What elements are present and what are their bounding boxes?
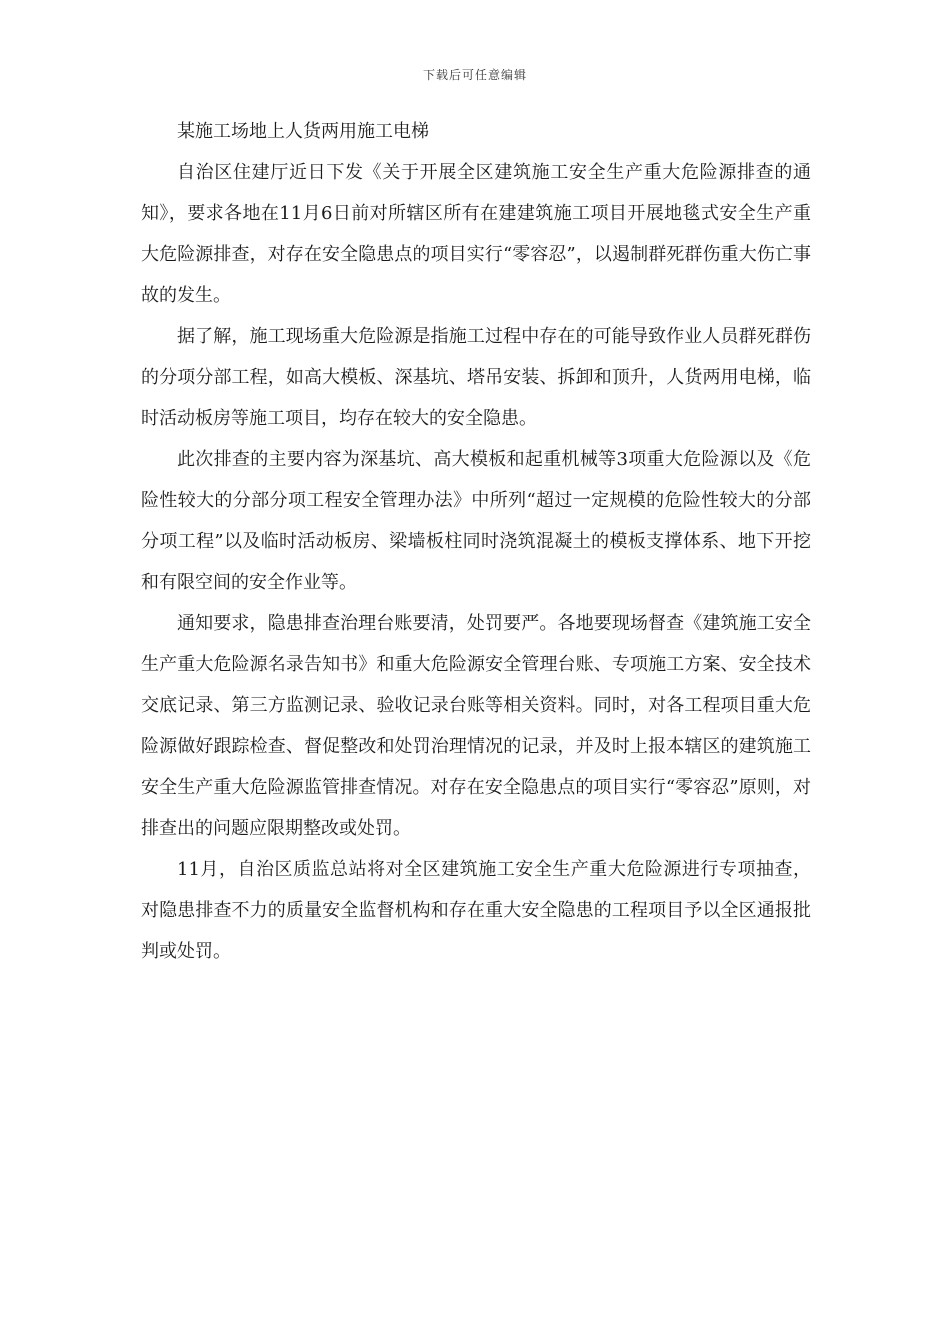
paragraph-5: 11月，自治区质监总站将对全区建筑施工安全生产重大危险源进行专项抽查，对隐患排查不力的质量安全监督机构和存在重大安全隐患的工程项目予以全区通报批判或处罚。 — [141, 859, 811, 962]
paragraph-1: 自治区住建厅近日下发《关于开展全区建筑施工安全生产重大危险源排查的通知》，要求各地在11月6日前对所辖区所有在建建筑施工项目开展地毯式安全生产重大危险源排查，对存在安全隐患点的项目实行“零容忍”，以遏制群死群伤重大伤亡事故的发生。 — [141, 162, 811, 306]
document-body — [141, 112, 811, 972]
header-note: 下载后可任意编辑 — [422, 68, 527, 82]
paragraph-2: 据了解，施工现场重大危险源是指施工过程中存在的可能导致作业人员群死群伤的分项分部工程，如高大模板、深基坑、塔吊安装、拆卸和顶升，人货两用电梯，临时活动板房等施工项目，均存在较大的安全隐患。 — [141, 326, 811, 429]
document-title: 某施工场地上人货两用施工电梯 — [177, 121, 429, 142]
paragraph-4: 通知要求，隐患排查治理台账要清，处罚要严。各地要现场督查《建筑施工安全生产重大危险源名录告知书》和重大危险源安全管理台账、专项施工方案、安全技术交底记录、第三方监测记录、验收记录台账等相关资料。同时，对各工程项目重大危险源做好跟踪检查、督促整改和处罚治理情况的记录，并及时上报本辖区的建筑施工安全生产重大危险源监管排查情况。对存在安全隐患点的项目实行“零容忍”原则，对排查出的问题应限期整改或处罚。 — [141, 613, 811, 839]
paragraph-3: 此次排查的主要内容为深基坑、高大模板和起重机械等3项重大危险源以及《危险性较大的分部分项工程安全管理办法》中所列“超过一定规模的危险性较大的分部分项工程”以及临时活动板房、梁墙板柱同时浇筑混凝土的模板支撑体系、地下开挖和有限空间的安全作业等。 — [141, 449, 811, 593]
